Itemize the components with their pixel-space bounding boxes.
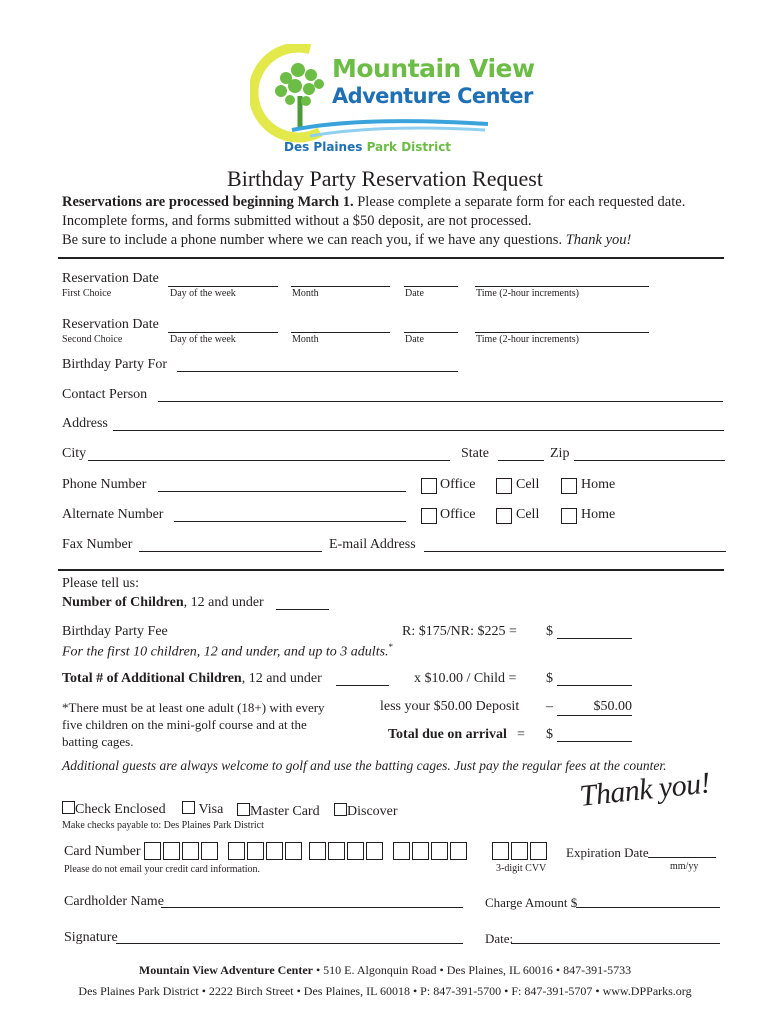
district-name-b: Park District — [366, 140, 452, 154]
card-digit[interactable] — [285, 842, 302, 860]
email-field[interactable] — [424, 551, 726, 552]
additional-dollar: $ — [546, 671, 553, 686]
zip-label: Zip — [550, 446, 570, 461]
first-day-field[interactable] — [168, 286, 278, 287]
deposit-sign: – — [546, 699, 553, 714]
district-label — [284, 140, 451, 154]
additional-field[interactable] — [336, 685, 389, 686]
card-digit[interactable] — [431, 842, 448, 860]
home-label: Home — [581, 477, 616, 492]
deposit-amount: $50.00 — [557, 699, 632, 716]
signature-field[interactable] — [116, 943, 463, 944]
month-caption: Month — [292, 334, 319, 345]
total-label: Total due on arrival — [388, 727, 507, 742]
time-caption: Time (2-hour increments) — [476, 288, 579, 299]
adult-note-2: five children on the mini-golf course and at the — [62, 717, 307, 732]
card-digit[interactable] — [393, 842, 410, 860]
charge-amount-field[interactable] — [576, 907, 720, 908]
day-caption: Day of the week — [170, 334, 236, 345]
reservation-date-label: Reservation Date — [62, 317, 159, 332]
fee-note-text: For the first 10 children, 12 and under, and up to 3 adults. — [62, 644, 389, 660]
check-checkbox[interactable] — [62, 801, 75, 814]
time-caption: Time (2-hour increments) — [476, 334, 579, 345]
children-label — [62, 595, 264, 611]
additional-label — [62, 671, 322, 687]
second-date-field[interactable] — [404, 332, 458, 333]
card-digit[interactable] — [309, 842, 326, 860]
additional-rest: , 12 and under — [241, 671, 322, 686]
fee-note-star: * — [388, 642, 394, 652]
mastercard-checkbox[interactable] — [237, 803, 250, 816]
phone-label: Phone Number — [62, 477, 147, 492]
expiration-label: Expiration Date — [566, 845, 649, 860]
discover-option[interactable] — [334, 803, 398, 820]
logo-line-2: Adventure Center — [332, 84, 533, 108]
cvv-caption: 3-digit CVV — [496, 863, 547, 874]
tell-us-label: Please tell us: — [62, 576, 139, 591]
water-swoosh — [290, 118, 490, 138]
card-digit[interactable] — [201, 842, 218, 860]
cell-label: Cell — [516, 507, 540, 522]
intro-line-3-text: Be sure to include a phone number where we can reach you, if we have any questions. — [62, 232, 563, 248]
date-caption: Date — [405, 288, 424, 299]
mastercard-option[interactable] — [237, 803, 320, 820]
visa-checkbox[interactable] — [182, 801, 195, 814]
month-caption: Month — [292, 288, 319, 299]
contact-person-field[interactable] — [158, 401, 723, 402]
discover-label: Discover — [347, 804, 398, 819]
additional-guests-note: Additional guests are always welcome to golf and use the batting cages. Just pay the regular fees at the counter. — [62, 758, 667, 773]
district-name-a: Des Plaines — [284, 140, 363, 154]
zip-field[interactable] — [574, 460, 725, 461]
intro-rest: Please complete a separate form for each requested date. — [353, 194, 686, 210]
adult-note-3: batting cages. — [62, 734, 134, 749]
visa-option[interactable] — [182, 801, 223, 818]
additional-rate: x $10.00 / Child = — [414, 671, 517, 686]
signature-date-field[interactable] — [511, 943, 720, 944]
first-choice-caption: First Choice — [62, 288, 112, 299]
address-field[interactable] — [113, 430, 724, 431]
phone-cell-checkbox[interactable] — [496, 478, 512, 494]
intro-line-1 — [62, 194, 685, 211]
day-caption: Day of the week — [170, 288, 236, 299]
card-digit[interactable] — [412, 842, 429, 860]
card-number-label: Card Number — [64, 844, 141, 859]
office-label: Office — [440, 477, 476, 492]
intro-thanks: Thank you! — [565, 232, 632, 248]
fee-amount-field[interactable] — [557, 638, 632, 639]
fee-dollar: $ — [546, 624, 553, 639]
additional-bold: Total # of Additional Children — [62, 671, 242, 686]
phone-home-checkbox[interactable] — [561, 478, 577, 494]
card-digit[interactable] — [347, 842, 364, 860]
children-bold: Number of Children — [62, 595, 184, 610]
cvv-digit[interactable] — [492, 842, 509, 860]
office-label: Office — [440, 507, 476, 522]
card-digit[interactable] — [247, 842, 264, 860]
card-digit[interactable] — [163, 842, 180, 860]
city-field[interactable] — [88, 460, 450, 461]
second-choice-caption: Second Choice — [62, 334, 123, 345]
mastercard-label: Master Card — [250, 804, 320, 819]
card-digit[interactable] — [266, 842, 283, 860]
second-time-field[interactable] — [475, 332, 649, 333]
total-amount-field[interactable] — [557, 741, 632, 742]
footer-bold: Mountain View Adventure Center — [138, 963, 313, 977]
thank-you-script: Thank you! — [578, 766, 712, 813]
footer-rest: • 510 E. Algonquin Road • Des Plaines, IL 60016 • 847-391-5733 — [312, 963, 632, 977]
second-day-field[interactable] — [168, 332, 278, 333]
divider — [58, 569, 724, 571]
card-digit[interactable] — [366, 842, 383, 860]
alt-home-checkbox[interactable] — [561, 508, 577, 524]
visa-label: Visa — [198, 802, 224, 817]
total-dollar: $ — [546, 727, 553, 742]
check-label: Check Enclosed — [75, 802, 166, 817]
alternate-field[interactable] — [174, 521, 406, 522]
cardholder-field[interactable] — [161, 907, 463, 908]
page-title: Birthday Party Reservation Request — [227, 166, 543, 191]
date-caption: Date — [405, 334, 424, 345]
fee-note — [62, 642, 393, 661]
divider — [58, 257, 724, 259]
party-for-field[interactable] — [177, 371, 458, 372]
expiration-field[interactable] — [648, 857, 716, 858]
email-label: E-mail Address — [329, 537, 416, 552]
reservation-date-label: Reservation Date — [62, 271, 159, 286]
children-field[interactable] — [276, 609, 329, 610]
intro-line-3 — [62, 232, 631, 249]
intro-bold: Reservations are processed beginning March 1. — [62, 194, 354, 210]
cvv-digit[interactable] — [530, 842, 547, 860]
total-equals: = — [517, 727, 525, 742]
city-label: City — [62, 446, 87, 461]
phone-field[interactable] — [158, 491, 406, 492]
no-email-note: Please do not email your credit card information. — [64, 864, 261, 875]
fee-label: Birthday Party Fee — [62, 624, 168, 639]
card-digit[interactable] — [450, 842, 467, 860]
adult-note-1: *There must be at least one adult (18+) with every — [62, 700, 325, 715]
state-label: State — [461, 446, 489, 461]
charge-amount-label: Charge Amount $ — [485, 895, 578, 910]
first-month-field[interactable] — [291, 286, 390, 287]
deposit-label: less your $50.00 Deposit — [380, 699, 520, 714]
signature-label: Signature — [64, 930, 118, 945]
footer-line-2: Des Plaines Park District • 2222 Birch Street • Des Plaines, IL 60018 • P: 847-391-5700 • F: 847-391-5707 • www.DPParks.org — [78, 984, 692, 998]
fee-rate: R: $175/NR: $225 = — [402, 624, 517, 639]
footer-line-1 — [0, 963, 770, 978]
phone-office-checkbox[interactable] — [421, 478, 437, 494]
date-label: Date: — [485, 931, 514, 946]
card-digit[interactable] — [182, 842, 199, 860]
contact-person-label: Contact Person — [62, 387, 148, 402]
address-label: Address — [62, 416, 108, 431]
state-field[interactable] — [498, 460, 544, 461]
alt-office-checkbox[interactable] — [421, 508, 437, 524]
payable-note: Make checks payable to: Des Plaines Park District — [62, 820, 264, 831]
first-time-field[interactable] — [475, 286, 649, 287]
fax-label: Fax Number — [62, 537, 133, 552]
first-date-field[interactable] — [404, 286, 458, 287]
card-digit[interactable] — [144, 842, 161, 860]
children-rest: , 12 and under — [183, 595, 264, 610]
card-digit[interactable] — [228, 842, 245, 860]
cell-label: Cell — [516, 477, 540, 492]
home-label: Home — [581, 507, 616, 522]
discover-checkbox[interactable] — [334, 803, 347, 816]
card-digit[interactable] — [328, 842, 345, 860]
alt-cell-checkbox[interactable] — [496, 508, 512, 524]
fax-field[interactable] — [139, 551, 322, 552]
logo — [250, 42, 535, 160]
alternate-label: Alternate Number — [62, 507, 164, 522]
check-option[interactable] — [62, 801, 166, 818]
additional-amount-field[interactable] — [557, 685, 632, 686]
cardholder-label: Cardholder Name — [64, 894, 164, 909]
party-for-label: Birthday Party For — [62, 357, 167, 372]
intro-line-2: Incomplete forms, and forms submitted without a $50 deposit, are not processed. — [62, 213, 532, 229]
second-month-field[interactable] — [291, 332, 390, 333]
logo-line-1: Mountain View — [332, 54, 535, 83]
mmyy-caption: mm/yy — [670, 861, 699, 872]
cvv-digit[interactable] — [511, 842, 528, 860]
